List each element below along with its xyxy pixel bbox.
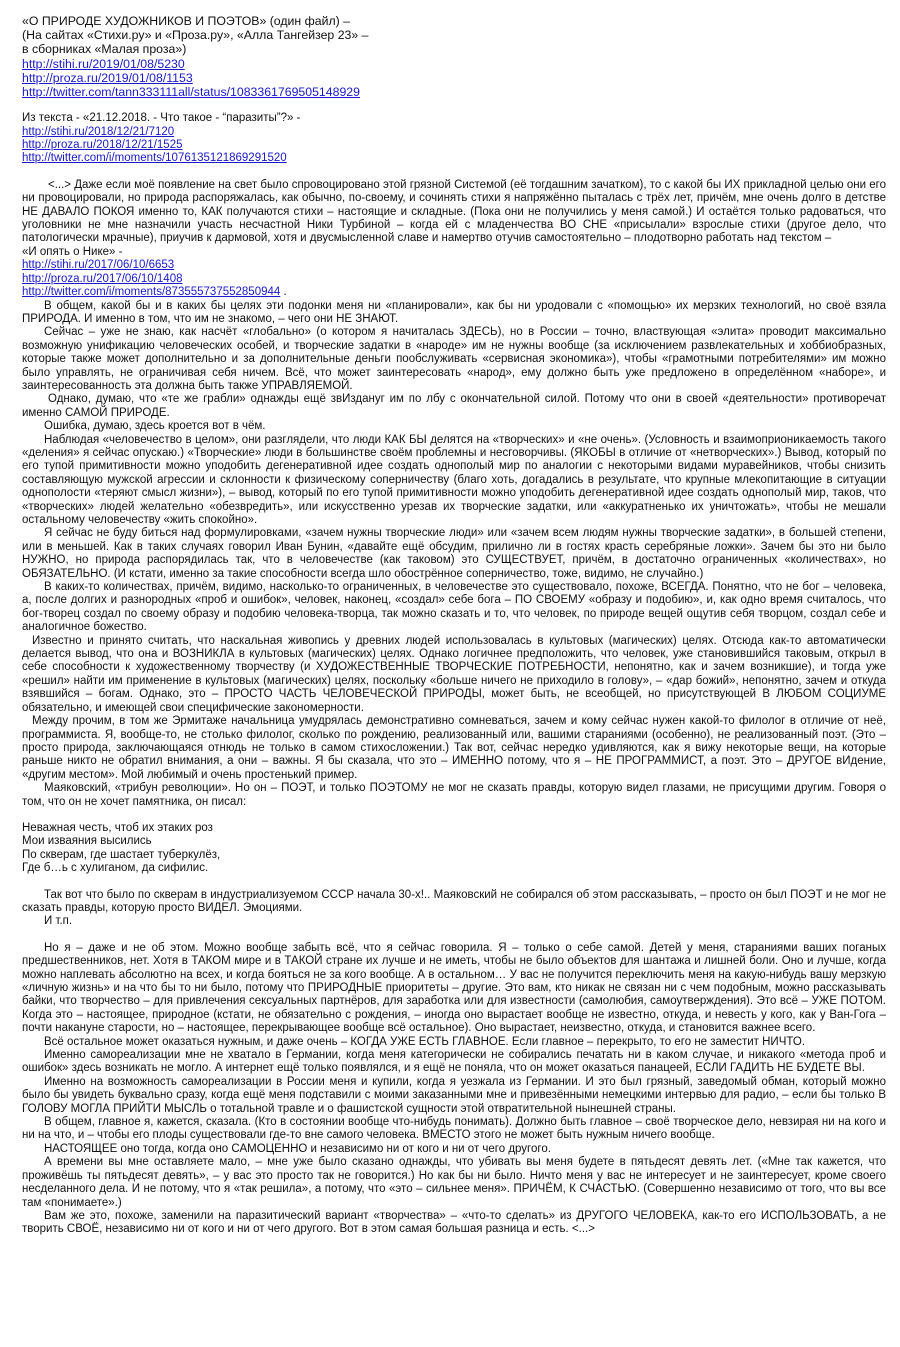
paragraph: Именно на возможность самореализации в России меня и купили, когда я уезжала из Германии. И это был грязный, заведомый обман, который можно было бы увидеть буквально сразу, когда ещё меня подставили с моими заказанными мне и привезёнными немецкими интервью для радио, – если бы только В ГОЛОВУ МОГЛА ПРИЙТИ МЫСЛЬ о тотальной травле и о фашистской сущности этой отвратительной нынешней страны. xyxy=(22,1075,886,1115)
nika-twitter-link[interactable]: http://twitter.com/i/moments/873555737552850944 xyxy=(22,286,281,299)
poem-line: Мои изваяния высились xyxy=(22,835,152,848)
paragraph: В каких-то количествах, причём, видимо, насколько-то ограниченных, в человечестве это существовало, похоже, ВСЕГДА. Понятно, что не бог – человека, а, после долгих и разнородных «проб и ошибок», человек, наконец, «создал» себе бога – ПО СВОЕМУ «образу и подобию», и, как одно время считалось, что бог-творец создал по своему образу и подобию человека-творца, так можно сказать и то, что человек, по природе вещей ощутив себя творцом, создал себе и аналогичное божество. xyxy=(22,581,886,634)
source-intro: Из текста - «21.12.2018. - Что такое - “паразиты”?» - xyxy=(22,112,301,125)
paragraph: В общем, главное я, кажется, сказала. (Кто в состоянии вообще что-нибудь понимать). Должно быть главное – своё творческое дело, невзирая ни на кого и ни на что, и – чтобы его плоды существовали где-то вне самого человека. ВМЕСТО этого не может быть нужным ничего вообще. xyxy=(22,1116,886,1142)
paragraph: Вам же это, похоже, заменили на паразитический вариант «творчества» – «что-то сделать» из ДРУГОГО ЧЕЛОВЕКА, как-то его ИСПОЛЬЗОВАТЬ, а не творить СВОЁ, независимо ни от кого и ни от чего другого. Вот в этом самая большая разница и есть. <...> xyxy=(22,1209,886,1236)
twitter-link[interactable]: http://twitter.com/tann333111all/status/1083361769505148929 xyxy=(22,85,360,100)
nika-stihi-link[interactable]: http://stihi.ru/2017/06/10/6653 xyxy=(22,259,175,272)
stihi-link[interactable]: http://stihi.ru/2019/01/08/5230 xyxy=(22,56,185,71)
source-proza-link[interactable]: http://proza.ru/2018/12/21/1525 xyxy=(22,139,183,152)
poem-line: Неважная честь, чтоб их этаких роз xyxy=(22,821,213,834)
poem-quote xyxy=(22,822,886,876)
title-line: «О ПРИРОДЕ ХУДОЖНИКОВ И ПОЭТОВ» (один файл) – xyxy=(22,14,350,28)
title-line: в сборниках «Малая проза») xyxy=(22,42,187,57)
paragraph: Известно и принято считать, что наскальная живопись у древних людей использовалась в культовых (магических) целях. Отсюда как-то автоматически делается вывод, что она и ВОЗНИКЛА в культовых (магических) целях. Однако логичнее предположить, что человек, уже становившийся таковым, открыл в себе способности к художественному творчеству (и ХУДОЖЕСТВЕННЫЕ ТВОРЧЕСКИЕ ПОТРЕБНОСТИ, непонятно, как и зачем возникшие), и тогда уже «решил» найти им применение в культовых (магических) целях, поскольку «больше ничего не приходило в голову», – «дар божий», непонятно, зачем и откуда взявшийся – богам. Однако, это – ПРОСТО ЧАСТЬ ЧЕЛОВЕЧЕСКОЙ ПРИРОДЫ, может быть, не всеобщей, но присутствующей В ЛЮБОМ СОЦИУМЕ обязательно, и имеющей свои специфические закономерности. xyxy=(22,634,886,714)
article-body xyxy=(22,179,886,1237)
paragraph: А времени вы мне оставляете мало, – мне уже было сказано однажды, что убивать вы меня будете в пятьдесят девять лет. («Мне так кажется, что проживёшь ты пятьдесят девять», – у вас это просто так не говорится.) Но как бы ни было. Ничто меня у вас не интересует и не заинтересует, кроме своего несделанного дела. И не потому, что я «так решила», а потому, что «это – сильнее меня». ПРИЧЁМ, К СЧАСТЬЮ. (Совершенно независимо от того, что вы все там «понимаете».) xyxy=(22,1156,886,1209)
nika-tail: . xyxy=(280,286,287,299)
nika-twitter-line xyxy=(22,286,886,299)
title-line: (На сайтах «Стихи.ру» и «Проза.ру», «Алла Тангейзер 23» – xyxy=(22,28,369,43)
paragraph: Так вот что было по скверам в индустриализуемом СССР начала 30-х!.. Маяковский не собирался об этом рассказывать, – просто он был ПОЭТ и не мог не сказать правды, которую просто ВИДЕЛ. Эмоциями. xyxy=(22,888,886,914)
poem-line: По скверам, где шастает туберкулёз, xyxy=(22,848,221,861)
paragraph: Но я – даже и не об этом. Можно вообще забыть всё, что я сейчас говорила. Я – только о себе самой. Детей у меня, стараниями ваших поганых предшественников, нет. Хотя в ТАКОМ мире и в ТАКОЙ стране их лучше и не иметь, чтобы не было объектов для шантажа и лишней боли. Оно и лучше, когда можно наплевать абсолютно на всех, и когда бояться не за кого вообще. А в остальном… У вас не получится переключить меня на какую-нибудь вашу мерзкую «личную жизнь» и на что бы то ни было, потому что ПРИРОДНЫЕ приоритеты – другие. Это вам, кто никак не связан ни с чем подобным, можно рассказывать байки, что творчество – для привлечения сексуальных партнёров, для заработка или для известности (самолюбия, самоутверждения). Это всё – УЖЕ ПОТОМ. Когда это – настоящее, природное (кстати, не обязательно с рождения, – иногда оно вырастает вообще не известно, откуда, и невесть у кого, как у Ван-Гога – почти накануне старости, но – настоящее, перекрывающее вообще всё остальное). Оно вырастает, неизвестно, откуда, и становится важнее всего. xyxy=(22,941,886,1035)
paragraph: Всё остальное может оказаться нужным, и даже очень – КОГДА УЖЕ ЕСТЬ ГЛАВНОЕ. Если главное – перекрыто, то его не заместит НИЧТО. xyxy=(44,1035,806,1048)
poem-line: Где б…ь с хулиганом, да сифилис. xyxy=(22,862,209,875)
paragraph: НАСТОЯЩЕЕ оно тогда, когда оно САМОЦЕННО и независимо ни от кого и ни от чего другого. xyxy=(44,1142,551,1155)
proza-link[interactable]: http://proza.ru/2019/01/08/1153 xyxy=(22,70,193,85)
paragraph: Сейчас – уже не знаю, как насчёт «глобально» (о котором я начиталась ЗДЕСЬ), но в России – точно, властвующая «элита» проводит максимально возможную унификацию человеческих особей, и творческие задатки в «народе» им не нужны вообще (за исключением развлекательных и хоббиобразных, которые также может дополнительно и за дополнительные деньги пообслуживать «сервисная экономика»), чтобы «грамотными потребителями» им можно было управлять, не ограничивая себя ничем. Всё, что может заинтересовать «народ», ему должно быть уже предложено в определённом «наборе», и заинтересованность эта должна быть также УПРАВЛЯЕМОЙ. xyxy=(22,326,886,392)
nika-proza-link[interactable]: http://proza.ru/2017/06/10/1408 xyxy=(22,272,183,285)
paragraph: Между прочим, в том же Эрмитаже начальница умудрялась демонстративно сомневаться, зачем и кому сейчас нужен какой-то филолог в отличие от неё, программиста. Я, вообще-то, не столько филолог, сколько по рождению, реализованный или, вашими стараниями (особенно), не реализованный поэт. (Это – просто природа, заключающаяся отнюдь не только в самом стихосложении.) Так вот, сейчас нередко удивляются, как я вижу некоторые вещи, на которые раньше никто не обратил внимания, а они – важны. Я бы сказала, что это – ИМЕННО потому, что я – НЕ ПРОГРАММИСТ, а поэт. Это – ДРУГОЕ вИдение, «другим местом». Мой любимый и очень простенький пример. xyxy=(22,715,886,781)
source-stihi-link[interactable]: http://stihi.ru/2018/12/21/7120 xyxy=(22,125,175,138)
paragraph: В общем, какой бы и в каких бы целях эти подонки меня ни «планировали», как бы ни уродовали с «помощью» их мерзких технологий, но своё взяла ПРИРОДА. И именно в том, что им не знакомо, – чего они НЕ ЗНАЮТ. xyxy=(22,299,886,325)
paragraph: Я сейчас не буду биться над формулировками, «зачем нужны творческие люди» или «зачем всем людям нужны творческие задатки», в большей степени, или в меньшей. Как в таких случаях говорил Иван Бунин, «давайте ещё обсудим, прилично ли в гостях красть серебряные ложки». Зачем бы это ни было НУЖНО, но природа распорядилась так, что в человечестве (как таковом) это СУЩЕСТВУЕТ, причём, в достаточно ограниченных «количествах», но ОБЯЗАТЕЛЬНО. (И кстати, именно за такие способности всегда шло обострённое соперничество, тоже, видимо, не случайно.) xyxy=(22,527,886,580)
paragraph: И т.п. xyxy=(44,915,73,928)
paragraph: Наблюдая «человечество в целом», они разглядели, что люди КАК БЫ делятся на «творческих» и «не очень». (Условность и взаимоприоникаемость такого «деления» я сейчас опускаю.) «Творческие» люди в большинстве своём проблемны и несговорчивы. (ЯКОБЫ в отличие от «нетворческих».) Вывод, который по его тупой примитивности можно уподобить дегенеративной идее создать однополый мир по аналогии с некоторыми видами муравейников, чтобы снизить составляющую мужской агрессии и склонности к физическому соперничеству (благо хоть, догадались в результате, что крупные млекопитающие в ситуации однополости «теряют смысл жизни»), – вывод, который по его тупой примитивности можно уподобить дегенеративной идее создать однополый мир, таков, что «творческих» людей желательно «обезвредить», или искусственно урезав их творческие задатки, или «аккуратненько их уничтожать», чтобы не мешали остальному человечеству «жить спокойно». xyxy=(22,433,886,526)
paragraph: Однако, думаю, что «те же грабли» однажды ещё звИздануг им по лбу с окончательной силой. Потому что они в своей «деятельности» противоречат именно САМОЙ ПРИРОДЕ. xyxy=(22,393,886,419)
paragraph: Ошибка, думаю, здесь кроется вот в чём. xyxy=(44,420,266,433)
paragraph: Маяковский, «трибун революции». Но он – ПОЭТ, и только ПОЭТОМУ не мог не сказать правды, которую видел глазами, не присущими другим. Говоря о том, что он не хочет памятника, он писал: xyxy=(22,782,886,808)
source-twitter-link[interactable]: http://twitter.com/i/moments/1076135121869291520 xyxy=(22,152,287,165)
document-header xyxy=(22,14,886,99)
paragraph: <...> Даже если моё появление на свет было спровоцировано этой грязной Системой (её тогдашним зачатком), то с какой бы ИХ прикладной целью они его ни провоцировали, но природа распоряжалась, как обычно, по-своему, и сочинять стихи я напряжённо пыталась с трёх лет, причём, мне очень долго в детстве НЕ ДАВАЛО ПОКОЯ именно то, КАК получаются стихи – настоящие и складные. (Пока они не получились у меня самой.) И остаётся только радоваться, что уголовники не мне назначили участь несчастной Ники Турбиной – когда ей с младенчества ВО СНЕ «присылали» взрослые стихи (другое дело, что патологически мрачные), приучив к дармовой, хотя и двусмысленной славе и намертво отучив самостоятельно – плодотворно работать над текстом – xyxy=(22,178,886,245)
source-block xyxy=(22,112,886,166)
nika-intro: «И опять о Нике» - xyxy=(22,245,123,258)
paragraph: Именно самореализации мне не хватало в Германии, когда меня категорически не собирались печатать ни в каком случае, и никакого «метода проб и ошибок» здесь возникать не могло. А интернет ещё только появлялся, и я ещё не поняла, что он может оказаться панацеей, ЕСЛИ ГАДИТЬ НЕ БУДЕТЕ ВЫ. xyxy=(22,1049,886,1075)
